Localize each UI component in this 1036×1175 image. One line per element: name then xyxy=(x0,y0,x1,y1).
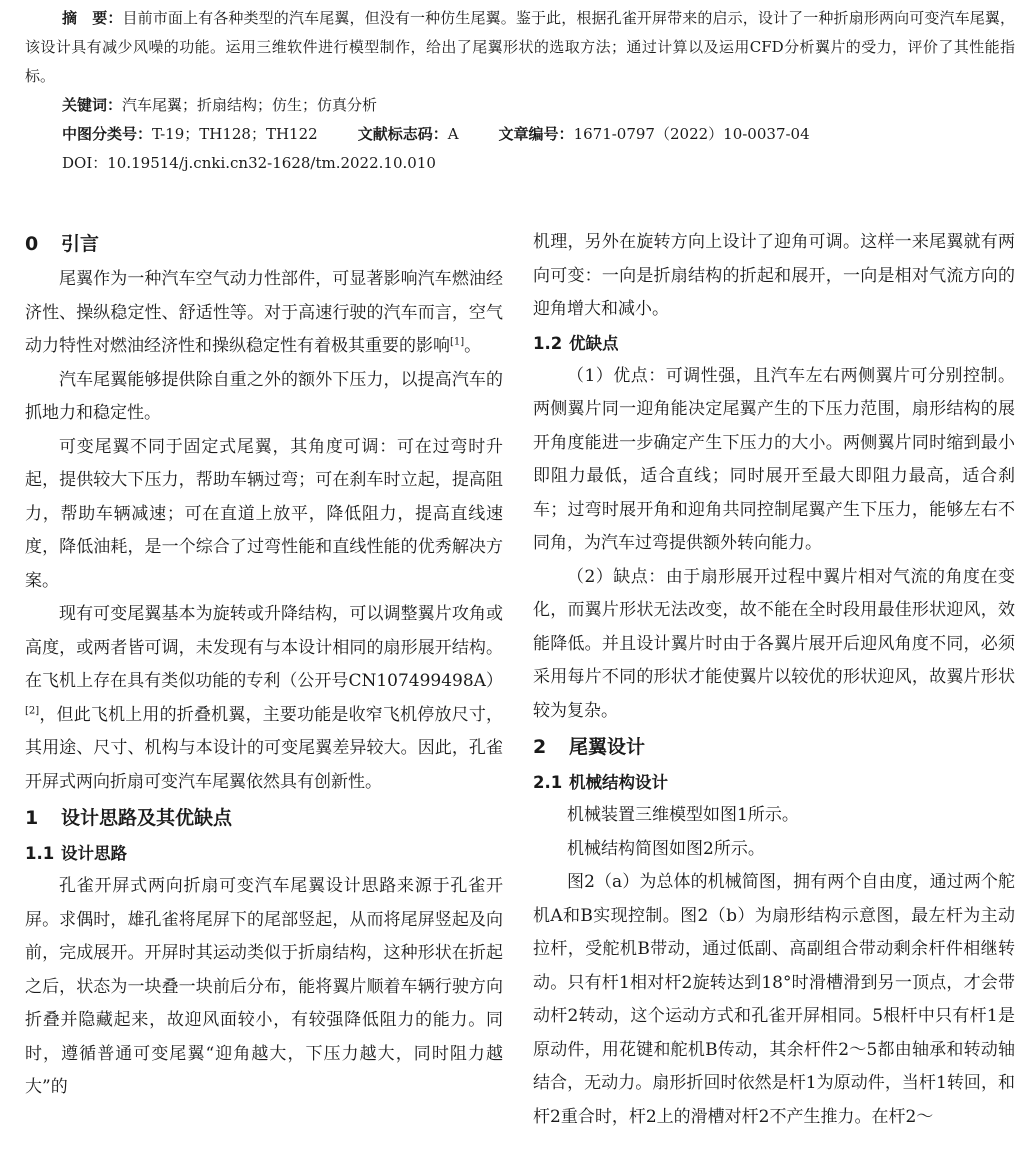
doc-code-label: 文献标志码： xyxy=(357,125,448,143)
subsection-1-2-heading xyxy=(533,327,1015,360)
body-paragraph: （2）缺点：由于扇形展开过程中翼片相对气流的角度在变化，而翼片形状无法改变，故不能在全时段用最佳形状迎风，效能降低。并且设计翼片时由于各翼片展开后迎风角度不同，必须采用每片不同的形状才能使翼片以较优的形状迎风，故翼片形状较为复杂。 xyxy=(533,566,1015,721)
section-number: 0 xyxy=(25,233,39,255)
classification-line xyxy=(25,120,1015,149)
citation-ref: [1] xyxy=(450,336,465,348)
right-column xyxy=(533,226,1015,1134)
citation-ref: [2] xyxy=(25,704,40,716)
section-1-heading xyxy=(25,801,503,835)
keywords-line xyxy=(25,91,1015,120)
section-title: 引言 xyxy=(61,233,100,255)
section-title: 设计思路及其优缺点 xyxy=(61,807,233,829)
subsection-number: 1.2 xyxy=(533,333,563,353)
section-0-heading xyxy=(25,227,503,261)
body-paragraph: 可变尾翼不同于固定式尾翼，其角度可调：可在过弯时升起，提供较大下压力，帮助车辆过弯；可在刹车时立起，提高阻力，帮助车辆减速；可在直道上放平，降低阻力，提高直线速度，降低油耗，是一个综合了过弯性能和直线性能的优秀解决方案。 xyxy=(25,436,503,591)
body-paragraph: （1）优点：可调性强，且汽车左右两侧翼片可分别控制。两侧翼片同一迎角能决定尾翼产生的下压力范围，扇形结构的展开角度能进一步确定产生下压力的大小。两侧翼片同时缩到最小即阻力最低，适合直线；同时展开至最大即阻力最高，适合刹车；过弯时展开角和迎角共同控制尾翼产生下压力，能够左右不同角，为汽车过弯提供额外转向能力。 xyxy=(533,365,1015,553)
body-paragraph: 孔雀开屏式两向折扇可变汽车尾翼设计思路来源于孔雀开屏。求偶时，雄孔雀将尾屏下的尾部竖起，从而将尾屏竖起及向前，完成展开。开屏时其运动类似于折扇结构，这种形状在折起之后，状态为一块叠一块前后分布，能将翼片顺着车辆行驶方向折叠并隐藏起来，故迎风面较小，有较强降低阻力的能力。同时，遵循普通可变尾翼“迎角越大，下压力越大，同时阻力越大”的 xyxy=(25,876,503,1097)
section-2-heading xyxy=(533,730,1015,764)
body-paragraph: 机械结构简图如图2所示。 xyxy=(567,838,765,859)
subsection-title: 优缺点 xyxy=(569,333,619,353)
abstract-paragraph xyxy=(25,4,1015,91)
doc-code-text: A xyxy=(447,125,459,143)
clc-label: 中图分类号： xyxy=(62,125,153,143)
section-number: 1 xyxy=(25,807,39,829)
abstract-label: 摘 要： xyxy=(62,9,123,27)
subsection-number: 1.1 xyxy=(25,844,55,863)
subsection-title: 机械结构设计 xyxy=(569,773,668,792)
doi-line xyxy=(25,149,1015,178)
article-no-text: 1671-0797（2022）10-0037-04 xyxy=(573,125,810,143)
keywords-label: 关键词： xyxy=(62,96,123,114)
body-paragraph: 图2（a）为总体的机械简图，拥有两个自由度，通过两个舵机A和B实现控制。图2（b）为扇形结构示意图，最左杆为主动拉杆，受舵机B带动，通过低副、高副组合带动剩余杆件相继转动。只有杆1相对杆2旋转达到18°时滑槽滑到另一顶点，才会带动杆2转动，这个运动方式和孔雀开屏相同。5根杆中只有杆1是原动件，用花键和舵机B传动，其余杆件2～5都由轴承和转动轴结合，无动力。扇形折回时依然是杆1为原动件，当杆1转回，和杆2重合时，杆2上的滑槽对杆2不产生推力。在杆2～ xyxy=(533,872,1015,1127)
subsection-number: 2.1 xyxy=(533,773,563,792)
section-number: 2 xyxy=(533,736,547,758)
body-paragraph: 机械装置三维模型如图1所示。 xyxy=(567,805,799,825)
subsection-title: 设计思路 xyxy=(61,844,127,863)
left-column xyxy=(25,225,503,1105)
body-paragraph: 现有可变尾翼基本为旋转或升降结构，可以调整翼片攻角或高度，或两者皆可调，未发现有与本设计相同的扇形展开结构。在飞机上存在具有类似功能的专利（公开号CN107499498A）[2]，但此飞机上用的折叠机翼，主要功能是收窄飞机停放尺寸，其用途、尺寸、机构与本设计的可变尾翼差异较大。因此，孔雀开屏式两向折扇可变汽车尾翼依然具有创新性。 xyxy=(25,604,503,792)
keywords-text: 汽车尾翼；折扇结构；仿生；仿真分析 xyxy=(122,96,378,114)
article-no-label: 文章编号： xyxy=(498,125,574,143)
body-paragraph: 机理，另外在旋转方向上设计了迎角可调。这样一来尾翼就有两向可变：一向是折扇结构的折起和展开，一向是相对气流方向的迎角增大和减小。 xyxy=(533,232,1015,319)
doi-text: 10.19514/j.cnki.cn32-1628/tm.2022.10.010 xyxy=(107,154,436,172)
subsection-2-1-heading xyxy=(533,766,1015,799)
body-paragraph: 汽车尾翼能够提供除自重之外的额外下压力，以提高汽车的抓地力和稳定性。 xyxy=(25,369,503,423)
clc-text: T-19；TH128；TH122 xyxy=(152,125,318,143)
abstract-block xyxy=(25,4,1015,178)
doi-label: DOI： xyxy=(62,154,108,172)
subsection-1-1-heading xyxy=(25,837,503,870)
abstract-text: 目前市面上有各种类型的汽车尾翼，但没有一种仿生尾翼。鉴于此，根据孔雀开屏带来的启示，设计了一种折扇形两向可变汽车尾翼，该设计具有减少风噪的功能。运用三维软件进行模型制作，给出了尾翼形状的选取方法；通过计算以及运用CFD分析翼片的受力，评价了其性能指标。 xyxy=(25,9,1015,85)
body-paragraph: 尾翼作为一种汽车空气动力性部件，可显著影响汽车燃油经济性、操纵稳定性、舒适性等。对于高速行驶的汽车而言，空气动力特性对燃油经济性和操纵稳定性有着极其重要的影响[1]。 xyxy=(25,269,503,356)
section-title: 尾翼设计 xyxy=(569,736,646,758)
